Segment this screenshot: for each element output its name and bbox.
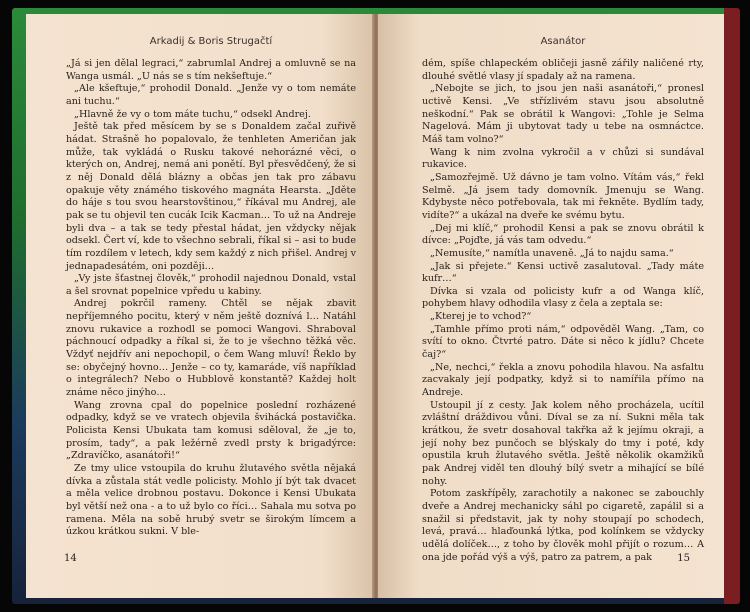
- page-number: 15: [677, 553, 690, 564]
- paragraph: „Kterej je to vchod?“: [430, 311, 532, 323]
- paragraph: Wang zrovna cpal do popelnice poslední rozházené odpadky, když se ve vratech objevila švihácká postavička. Policista Kensi Ubukata tam komusi sděloval, že „je to, prosím, tady“, a pak ležérně zvedl prsty k brigadýrce: „Zdravíčko, asanátoři!“: [66, 399, 356, 462]
- paragraph: dém, spíše chlapeckém obličeji jasně zářily naličené rty, dlouhé světlé vlasy jí spadaly až na ramena.: [422, 58, 704, 82]
- paragraph: Ze tmy ulice vstoupila do kruhu žlutavého světla nějaká dívka a zůstala stát vedle policisty. Mohlo jí být tak dvacet a měla velice drobnou postavu. Dokonce i Kensi Ubukata byl větší než ona - a to už bylo co říci… Sahala mu sotva po ramena. Měla na sobě hrubý svetr se širokým límcem a úzkou krátkou sukni. V ble-: [66, 463, 356, 538]
- paragraph: „Ne, nechci,“ řekla a znovu pohodila hlavou. Na asfaltu zacvakaly její podpatky, když si to namířila přímo na Andreje.: [422, 361, 704, 399]
- paragraph: Dívka si vzala od policisty kufr a od Wanga klíč, pohybem hlavy odhodila vlasy z čela a zeptala se:: [422, 285, 704, 310]
- left-page-text: [66, 58, 356, 539]
- paragraph: Potom zaskřípěly, zarachotily a nakonec se zabouchly dveře a Andrej mechanicky sáhl po cigaretě, zapálil si a snažil si představit, jak ty nohy stoupají po schodech, levá, pravá… hlaďounká lýtka, pod kolínkem se vždycky udělá dolíček…, z toho by člověk mohl přijít o rozum… A ona jde pořád výš a výš, patro za patrem, a pak: [422, 488, 704, 563]
- paragraph: Ještě tak před měsícem by se s Donaldem začal zuřivě hádat. Strašně ho popalovalo, že tenhleten Američan jak může, tak vykládá o Rusku takové nehorázné věci, o kterých on, Andrej, nemá ani ponětí. Byl přesvědčený, že si z něj Donald dělá blázny a občas jen tak pro zábavu opakuje věty známého tiskového magnáta Hearsta. „Jděte do háje s tou svou hearstovštinou,“ říkával mu Andrej, ale pak se tu objevil ten cucák Icik Kacman… To už na Andreje byli dva – a tak se tedy přestal hádat, jen vždycky nějak odsekl. Čert ví, kde to všechno sebrali, říkal si – asi to bude tím rozdílem v letech, kdy sem každý z nich přišel. Andrej v jednapadesátém, oni později…: [66, 121, 356, 272]
- paragraph: „Já si jen dělal legraci,“ zabrumlal Andrej a omluvně se na Wanga usmál. „U nás se s tím nekšeftuje.“: [66, 58, 356, 82]
- paragraph: „Vy jste šťastnej člověk,“ prohodil najednou Donald, vstal a šel srovnat popelnice vpředu u kabiny.: [66, 273, 356, 297]
- left-page: [26, 14, 374, 598]
- left-running-head: Arkadij & Boris Strugačtí: [149, 36, 273, 47]
- page-number: 14: [64, 553, 77, 564]
- paragraph: „Samozřejmě. Už dávno je tam volno. Vítám vás,“ řekl Selmě. „Já jsem tady domovník. Jmenuju se Wang. Kdybyste něco potřebovala, tak mi řekněte. Bydlím tady, vidíte?“ a ukázal na dveře ke svému bytu.: [422, 171, 704, 221]
- book-cover-back-edge: [724, 8, 740, 604]
- right-page-text: [422, 58, 704, 564]
- paragraph: „Dej mi klíč,“ prohodil Kensi a pak se znovu obrátil k dívce: „Pojďte, já vás tam odvedu.“: [422, 222, 704, 247]
- right-page: [378, 14, 724, 598]
- paragraph: Ustoupil jí z cesty. Jak kolem něho procházela, ucítil zvláštní dráždivou vůni. Díval se za ní. Sukni měla tak krátkou, že svetr dosahoval takřka až k jejímu okraji, a její nohy bez punčoch se blýskaly do tmy i poté, kdy opustila kruh žlutavého světla. Ještě několik okamžiků pak Andrej viděl ten dlouhý bílý svetr a mihající se bílé nohy.: [422, 399, 704, 487]
- paragraph: „Nebojte se jich, to jsou jen naši asanátoři,“ pronesl uctivě Kensi. „Ve střízlivém stavu jsou absolutně neškodní.“ Pak se obrátil k Wangovi: „Tohle je Selma Nagelová. Mám ji ubytovat tady u tebe na osmnáctce. Máš tam volno?“: [422, 83, 704, 145]
- right-running-head: Asanátor: [540, 36, 586, 47]
- paragraph: „Tamhle přímo proti nám,“ odpověděl Wang. „Tam, co svítí to okno. Čtvrté patro. Dáte si něco k jídlu? Chcete čaj?“: [422, 323, 704, 361]
- paragraph: „Jak si přejete.“ Kensi uctivě zasalutoval. „Tady máte kufr…“: [422, 260, 704, 285]
- paragraph: „Ale kšeftuje,“ prohodil Donald. „Jenže vy o tom nemáte ani tuchu.“: [66, 83, 356, 107]
- paragraph: „Hlavně že vy o tom máte tuchu,“ odsekl Andrej.: [74, 108, 311, 120]
- paragraph: Andrej pokrčil rameny. Chtěl se nějak zbavit nepříjemného pocitu, který v něm ještě doznívá l… Natáhl znovu rukavice a rozhodl se pomoci Wangovi. Shraboval páchnoucí odpadky a říkal si, že to je všechno těžká věc. Vždyť nejdřív ani nepochopil, o čem Wang mluví! Řeklo by se: obyčejný hovno… Jenže – co ty, kamaráde, víš například o integrálech? Nebo o Hubblově konstantě? Každej holt známe něco jinýho…: [66, 298, 356, 399]
- paragraph: Wang k nim zvolna vykročil a v chůzi si sundával rukavice.: [422, 146, 704, 171]
- paragraph: „Nemusíte,“ namítla unaveně. „Já to najdu sama.“: [430, 247, 674, 259]
